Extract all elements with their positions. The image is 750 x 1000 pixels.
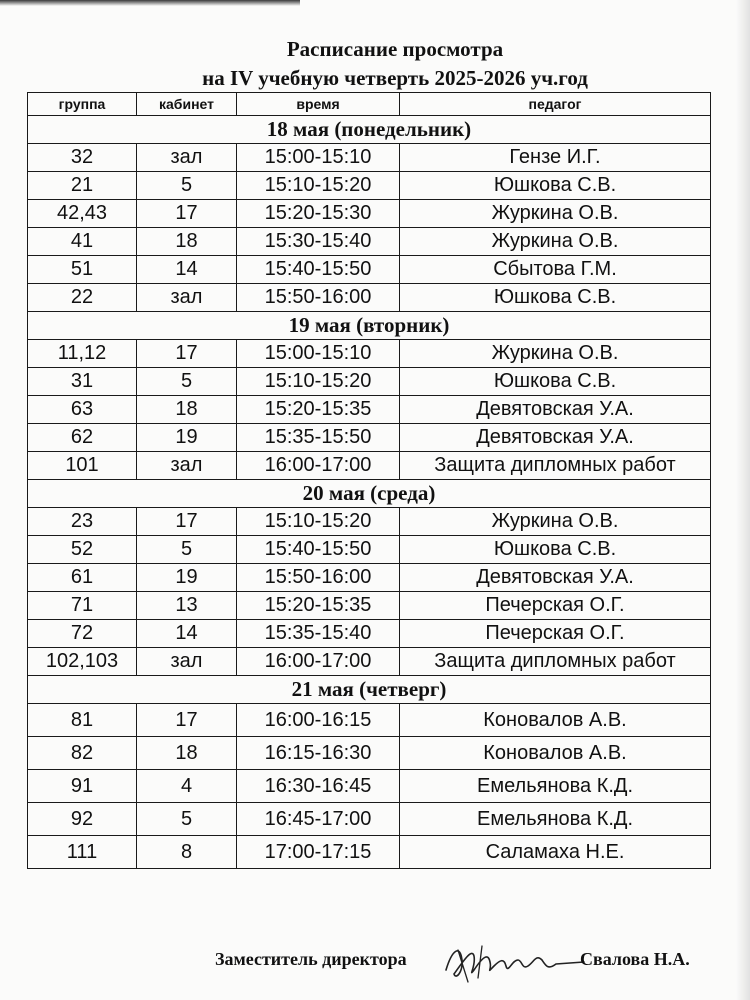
cell-room: 18 (137, 737, 237, 770)
cell-room: 5 (137, 536, 237, 564)
cell-teacher: Девятовская У.А. (400, 396, 711, 424)
cell-room: зал (137, 648, 237, 676)
cell-teacher: Юшкова С.В. (400, 536, 711, 564)
day-header-row (28, 116, 711, 144)
cell-teacher: Емельянова К.Д. (400, 770, 711, 803)
cell-time: 16:00-17:00 (237, 452, 400, 480)
cell-room: 5 (137, 172, 237, 200)
cell-teacher: Гензе И.Г. (400, 144, 711, 172)
cell-room: 19 (137, 564, 237, 592)
table-row (28, 737, 711, 770)
cell-teacher: Девятовская У.А. (400, 564, 711, 592)
cell-group: 51 (28, 256, 137, 284)
day-label: 21 мая (четверг) (28, 676, 711, 704)
cell-teacher: Защита дипломных работ (400, 452, 711, 480)
day-label: 20 мая (среда) (28, 480, 711, 508)
table-row (28, 284, 711, 312)
cell-room: зал (137, 452, 237, 480)
cell-time: 16:00-17:00 (237, 648, 400, 676)
cell-teacher: Журкина О.В. (400, 228, 711, 256)
cell-group: 61 (28, 564, 137, 592)
header-group: группа (28, 93, 137, 116)
cell-group: 41 (28, 228, 137, 256)
table-row (28, 620, 711, 648)
cell-group: 102,103 (28, 648, 137, 676)
cell-room: 17 (137, 704, 237, 737)
cell-time: 16:30-16:45 (237, 770, 400, 803)
cell-teacher: Юшкова С.В. (400, 172, 711, 200)
cell-teacher: Печерская О.Г. (400, 620, 711, 648)
cell-time: 15:00-15:10 (237, 144, 400, 172)
cell-room: 14 (137, 620, 237, 648)
cell-time: 15:20-15:35 (237, 396, 400, 424)
table-row (28, 648, 711, 676)
cell-room: 8 (137, 836, 237, 869)
cell-room: 19 (137, 424, 237, 452)
table-row (28, 564, 711, 592)
day-label: 18 мая (понедельник) (28, 116, 711, 144)
signatory-position: Заместитель директора (215, 949, 407, 969)
cell-time: 15:10-15:20 (237, 172, 400, 200)
cell-room: зал (137, 284, 237, 312)
table-row (28, 424, 711, 452)
cell-teacher: Сбытова Г.М. (400, 256, 711, 284)
schedule-table (27, 92, 711, 869)
day-header-row (28, 676, 711, 704)
cell-group: 91 (28, 770, 137, 803)
table-row (28, 836, 711, 869)
cell-room: 4 (137, 770, 237, 803)
handwritten-signature (438, 930, 588, 990)
cell-room: 14 (137, 256, 237, 284)
cell-time: 16:00-16:15 (237, 704, 400, 737)
cell-time: 15:50-16:00 (237, 284, 400, 312)
cell-teacher: Журкина О.В. (400, 200, 711, 228)
header-room: кабинет (137, 93, 237, 116)
cell-time: 15:40-15:50 (237, 256, 400, 284)
cell-group: 71 (28, 592, 137, 620)
table-row (28, 536, 711, 564)
cell-time: 15:20-15:30 (237, 200, 400, 228)
table-row (28, 368, 711, 396)
cell-group: 42,43 (28, 200, 137, 228)
cell-group: 82 (28, 737, 137, 770)
table-row (28, 228, 711, 256)
cell-room: 5 (137, 803, 237, 836)
signatory-name: Свалова Н.А. (580, 949, 690, 969)
cell-group: 63 (28, 396, 137, 424)
cell-group: 111 (28, 836, 137, 869)
cell-teacher: Коновалов А.В. (400, 704, 711, 737)
table-row (28, 396, 711, 424)
cell-time: 17:00-17:15 (237, 836, 400, 869)
cell-time: 16:45-17:00 (237, 803, 400, 836)
cell-room: 18 (137, 228, 237, 256)
table-row (28, 340, 711, 368)
cell-time: 15:10-15:20 (237, 368, 400, 396)
cell-group: 81 (28, 704, 137, 737)
cell-time: 15:40-15:50 (237, 536, 400, 564)
table-row (28, 803, 711, 836)
cell-teacher: Защита дипломных работ (400, 648, 711, 676)
day-header-row (28, 480, 711, 508)
cell-time: 15:10-15:20 (237, 508, 400, 536)
cell-teacher: Емельянова К.Д. (400, 803, 711, 836)
cell-room: 17 (137, 200, 237, 228)
cell-time: 15:50-16:00 (237, 564, 400, 592)
cell-group: 52 (28, 536, 137, 564)
cell-time: 15:30-15:40 (237, 228, 400, 256)
table-row (28, 144, 711, 172)
cell-group: 11,12 (28, 340, 137, 368)
cell-room: 17 (137, 508, 237, 536)
cell-room: зал (137, 144, 237, 172)
cell-group: 23 (28, 508, 137, 536)
cell-room: 13 (137, 592, 237, 620)
cell-group: 22 (28, 284, 137, 312)
cell-group: 72 (28, 620, 137, 648)
document-title: Расписание просмотра (286, 37, 504, 61)
cell-teacher: Девятовская У.А. (400, 424, 711, 452)
table-row (28, 200, 711, 228)
schedule-body (28, 116, 711, 869)
cell-teacher: Юшкова С.В. (400, 284, 711, 312)
cell-time: 15:20-15:35 (237, 592, 400, 620)
header-row (28, 93, 711, 116)
cell-room: 17 (137, 340, 237, 368)
cell-group: 62 (28, 424, 137, 452)
table-row (28, 770, 711, 803)
cell-teacher: Печерская О.Г. (400, 592, 711, 620)
cell-teacher: Саламаха Н.Е. (400, 836, 711, 869)
document-subtitle: на IV учебную четверть 2025-2026 уч.год (202, 66, 588, 90)
cell-group: 31 (28, 368, 137, 396)
cell-time: 16:15-16:30 (237, 737, 400, 770)
table-row (28, 256, 711, 284)
page-edge-shadow (0, 0, 300, 6)
cell-time: 15:35-15:40 (237, 620, 400, 648)
table-row (28, 704, 711, 737)
cell-group: 92 (28, 803, 137, 836)
table-row (28, 452, 711, 480)
day-header-row (28, 312, 711, 340)
header-teacher: педагог (400, 93, 711, 116)
cell-group: 101 (28, 452, 137, 480)
table-row (28, 592, 711, 620)
table-row (28, 508, 711, 536)
cell-room: 5 (137, 368, 237, 396)
cell-time: 15:35-15:50 (237, 424, 400, 452)
header-time: время (237, 93, 400, 116)
cell-time: 15:00-15:10 (237, 340, 400, 368)
cell-group: 32 (28, 144, 137, 172)
table-row (28, 172, 711, 200)
cell-teacher: Коновалов А.В. (400, 737, 711, 770)
page-side-shadow (736, 0, 750, 1000)
day-label: 19 мая (вторник) (28, 312, 711, 340)
cell-room: 18 (137, 396, 237, 424)
cell-group: 21 (28, 172, 137, 200)
cell-teacher: Юшкова С.В. (400, 368, 711, 396)
cell-teacher: Журкина О.В. (400, 340, 711, 368)
cell-teacher: Журкина О.В. (400, 508, 711, 536)
